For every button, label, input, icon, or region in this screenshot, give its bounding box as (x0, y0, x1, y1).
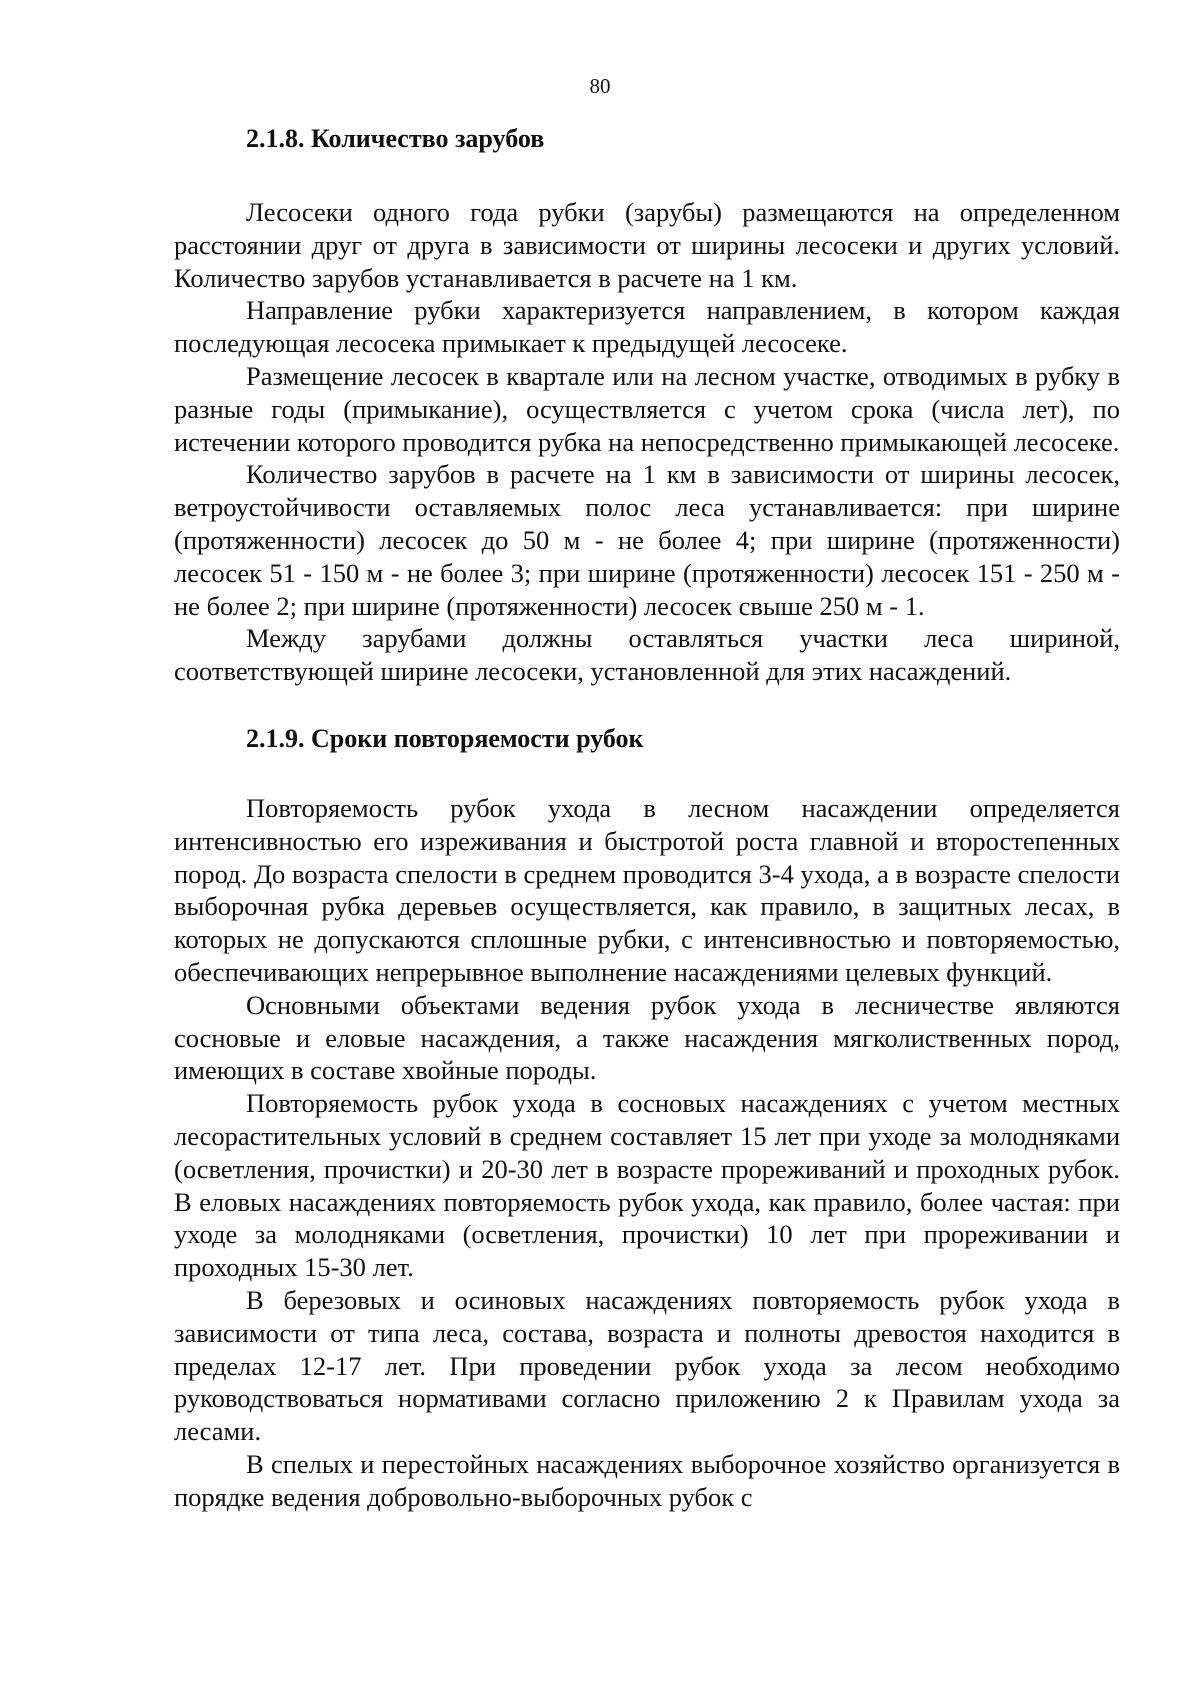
paragraph: Направление рубки характеризуется направлением, в котором каждая последующая лесосека примыкает к предыдущей лесосеке. (174, 295, 1120, 359)
paragraph: В спелых и перестойных насаждениях выборочное хозяйство организуется в порядке ведения добровольно-выборочных рубок с (174, 1448, 1120, 1512)
section-heading-2-1-8: 2.1.8. Количество зарубов (246, 124, 545, 153)
paragraph: Количество зарубов в расчете на 1 км в зависимости от ширины лесосек, ветроустойчивости оставляемых полос леса устанавливается: при ширине (протяженности) лесосек до 50 м - не более 4; при ширине (протяженности) лесосек 51 - 150 м - не более 3; при ширине (протяженности) лесосек 151 - 250 м - не более 2; при ширине (протяженности) лесосек свыше 250 м - 1. (174, 459, 1120, 621)
section-heading-2-1-9: 2.1.9. Сроки повторяемости рубок (246, 723, 644, 753)
page-number: 80 (589, 74, 611, 98)
paragraph: Между зарубами должны оставляться участки леса шириной, соответствующей ширине лесосеки, установленной для этих насаждений. (174, 623, 1120, 687)
paragraph: Размещение лесосек в квартале или на лесном участке, отводимых в рубку в разные годы (примыкание), осуществляется с учетом срока (числа лет), по истечении которого проводится рубка на непосредственно примыкающей лесосеке. (174, 360, 1120, 457)
page-content (174, 122, 1120, 1513)
paragraph: В березовых и осиновых насаждениях повторяемость рубок ухода в зависимости от типа леса, состава, возраста и полноты древостоя находится в пределах 12-17 лет. При проведении рубок ухода за лесом необходимо руководствоваться нормативами согласно приложению 2 к Правилам ухода за лесами. (174, 1284, 1120, 1447)
paragraph: Основными объектами ведения рубок ухода в лесничестве являются сосновые и еловые насаждения, а также насаждения мягколиственных пород, имеющих в составе хвойные породы. (174, 989, 1120, 1086)
paragraph: Лесосеки одного года рубки (зарубы) размещаются на определенном расстоянии друг от друга в зависимости от ширины лесосеки и других условий. Количество зарубов устанавливается в расчете на 1 км. (174, 197, 1120, 293)
paragraph: Повторяемость рубок ухода в сосновых насаждениях с учетом местных лесорастительных условий в среднем составляет 15 лет при уходе за молодняками (осветления, прочистки) и 20-30 лет в возрасте прореживаний и проходных рубок. В еловых насаждениях повторяемость рубок ухода, как правило, более частая: при уходе за молодняками (осветления, прочистки) 10 лет при прореживании и проходных 15-30 лет. (174, 1088, 1120, 1283)
paragraph: Повторяемость рубок ухода в лесном насаждении определяется интенсивностью его изреживания и быстротой роста главной и второстепенных пород. До возраста спелости в среднем проводится 3-4 ухода, а в возрасте спелости выборочная рубка деревьев осуществляется, как правило, в защитных лесах, в которых не допускаются сплошные рубки, с интенсивностью и повторяемостью, обеспечивающих непрерывное выполнение насаждениями целевых функций. (174, 792, 1120, 987)
